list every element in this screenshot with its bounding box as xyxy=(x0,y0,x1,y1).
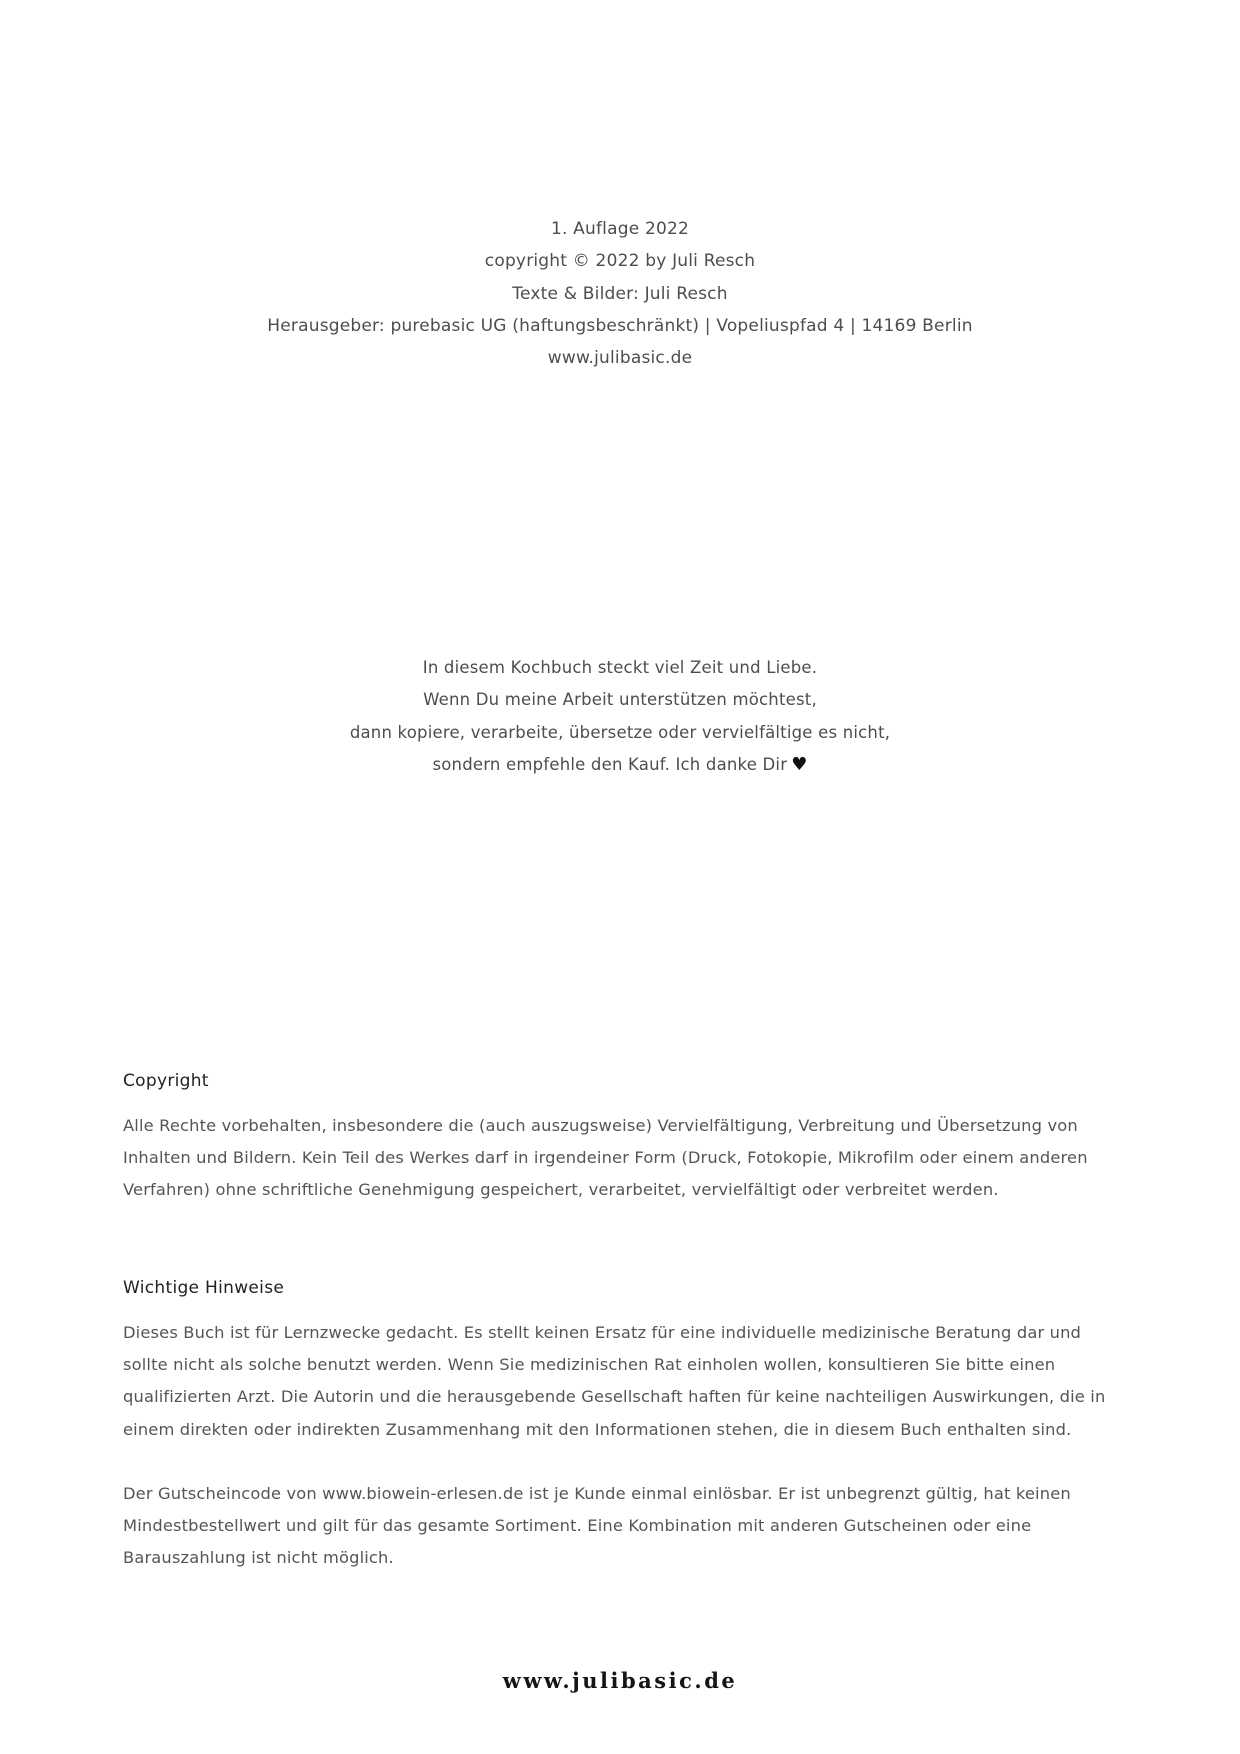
website-line: www.julibasic.de xyxy=(547,348,693,369)
hints-heading: Wichtige Hinweise xyxy=(123,1278,285,1298)
edition-line: 1. Auflage 2022 xyxy=(550,219,690,239)
heart-icon: ♥ xyxy=(791,753,808,775)
copyright-line: copyright © 2022 by Juli Resch xyxy=(484,251,756,272)
note-line-4 xyxy=(0,749,1240,781)
imprint-block xyxy=(0,213,1240,374)
credits-line: Texte & Bilder: Juli Resch xyxy=(512,283,728,304)
copyright-text: Alle Rechte vorbehalten, insbesondere die (auch auszugsweise) Vervielfältigung, Verbreitung und Übersetzung von Inhalten und Bildern. Kein Teil des Werkes darf in irgendeiner Form (Druck, Fotokopie, Mikrofilm oder einem anderen Verfahren) ohne schriftliche Genehmigung gespeichert, verarbeitet, vervielfältigt oder verbreitet werden. xyxy=(123,1116,1088,1200)
note-line-1: In diesem Kochbuch steckt viel Zeit und Liebe. xyxy=(422,658,818,677)
copyright-heading: Copyright xyxy=(123,1071,209,1091)
hints-paragraph-1: Dieses Buch ist für Lernzwecke gedacht. Es stellt keinen Ersatz für eine individuelle medizinische Beratung dar und sollte nicht als solche benutzt werden. Wenn Sie medizinischen Rat einholen wollen, konsultieren Sie bitte einen qualifizierten Arzt. Die Autorin und die herausgebende Gesellschaft haften für keine nachteiligen Auswirkungen, die in einem direkten oder indirekten Zusammenhang mit den Informationen stehen, die in diesem Buch enthalten sind. xyxy=(123,1323,1106,1439)
personal-note xyxy=(0,652,1240,781)
footer-website: www.julibasic.de xyxy=(502,1668,738,1693)
hints-paragraph-2: Der Gutscheincode von www.biowein-erlesen.de ist je Kunde einmal einlösbar. Er ist unbegrenzt gültig, hat keinen Mindestbestellwert und gilt für das gesamte Sortiment. Eine Kombination mit anderen Gutscheinen oder eine Barauszahlung ist nicht möglich. xyxy=(123,1483,1071,1568)
copyright-section xyxy=(123,1067,1123,1207)
hints-section xyxy=(123,1274,1123,1574)
note-line-3: dann kopiere, verarbeite, übersetze oder vervielfältige es nicht, xyxy=(349,722,891,742)
publisher-line: Herausgeber: purebasic UG (haftungsbeschränkt) | Vopeliuspfad 4 | 14169 Berlin xyxy=(267,315,973,336)
note-line-4-text: sondern empfehle den Kauf. Ich danke Dir xyxy=(432,754,788,774)
note-line-2: Wenn Du meine Arbeit unterstützen möchtest, xyxy=(423,690,817,710)
